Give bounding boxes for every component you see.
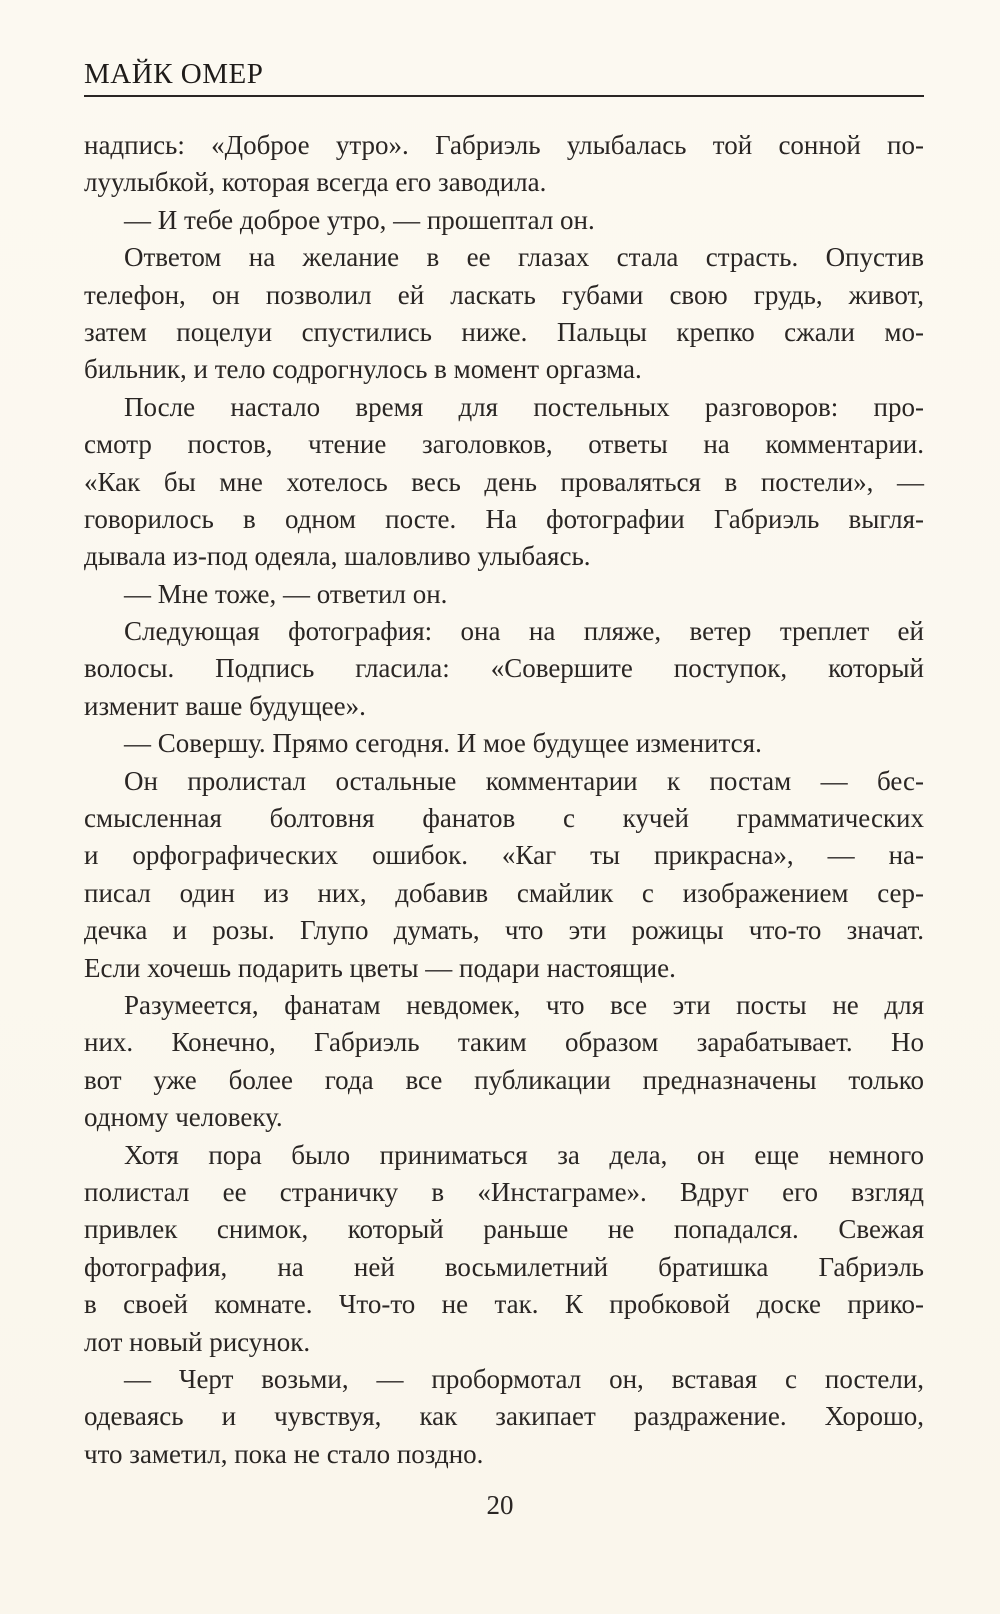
text-line: Ответом на желание в ее глазах стала страсть. Опустив <box>124 242 924 273</box>
text-line: луулыбкой, которая всегда его заводила. <box>84 167 547 198</box>
text-line: После настало время для постельных разговоров: про- <box>124 391 924 422</box>
text-line: Разумеется, фанатам невдомек, что все эти посты не для <box>124 989 924 1020</box>
text-line: говорилось в одном посте. На фотографии Габриэль выгля- <box>84 503 924 534</box>
text-line: полистал ее страничку в «Инстаграме». Вдруг его взгляд <box>84 1176 924 1207</box>
text-line: Если хочешь подарить цветы — подари настоящие. <box>84 952 676 983</box>
text-line: них. Конечно, Габриэль таким образом зарабатывает. Но <box>84 1027 924 1058</box>
text-line: смотр постов, чтение заголовков, ответы на комментарии. <box>84 429 924 460</box>
text-line: и орфографических ошибок. «Каг ты прикрасна», — на- <box>84 840 924 871</box>
text-line: — И тебе доброе утро, — прошептал он. <box>124 204 595 235</box>
page-number: 20 <box>486 1490 514 1520</box>
running-head-author: МАЙК ОМЕР <box>84 58 264 90</box>
text-line: надпись: «Доброе утро». Габриэль улыбалась той сонной по- <box>84 130 924 160</box>
text-line: писал один из них, добавив смайлик с изображением сер- <box>84 877 924 908</box>
text-line: телефон, он позволил ей ласкать губами свою грудь, живот, <box>84 279 924 310</box>
text-line: одному человеку. <box>84 1102 283 1133</box>
text-line: Хотя пора было приниматься за дела, он еще немного <box>124 1139 924 1170</box>
text-line: фотография, на ней восьмилетний братишка Габриэль <box>84 1251 924 1282</box>
header-rule <box>84 95 924 97</box>
text-line: — Совершу. Прямо сегодня. И мое будущее изменится. <box>124 728 762 759</box>
text-line: смысленная болтовня фанатов с кучей грамматических <box>84 803 924 834</box>
text-line: затем поцелуи спустились ниже. Пальцы крепко сжали мо- <box>84 316 924 347</box>
text-line: волосы. Подпись гласила: «Совершите поступок, который <box>84 653 924 684</box>
text-line: дывала из-под одеяла, шаловливо улыбаясь. <box>84 541 591 572</box>
text-line: изменит ваше будущее». <box>84 690 366 721</box>
text-line: — Мне тоже, — ответил он. <box>124 578 448 609</box>
text-line: — Черт возьми, — пробормотал он, вставая с постели, <box>124 1363 924 1394</box>
text-line: Он пролистал остальные комментарии к постам — бес- <box>124 765 924 796</box>
text-line: что заметил, пока не стало поздно. <box>84 1438 484 1469</box>
text-line: «Как бы мне хотелось весь день проваляться в постели», — <box>84 466 924 497</box>
text-line: одеваясь и чувствуя, как закипает раздражение. Хорошо, <box>84 1401 924 1432</box>
text-line: дечка и розы. Глупо думать, что эти рожицы что-то значат. <box>84 915 924 946</box>
text-line: вот уже более года все публикации предназначены только <box>84 1064 924 1095</box>
text-line: бильник, и тело содрогнулось в момент оргазма. <box>84 354 642 385</box>
text-line: лот новый рисунок. <box>84 1326 311 1357</box>
text-line: привлек снимок, который раньше не попадался. Свежая <box>84 1214 924 1245</box>
text-line: в своей комнате. Что-то не так. К пробковой доске прико- <box>84 1289 924 1320</box>
body-text <box>84 127 924 1473</box>
text-line: Следующая фотография: она на пляже, ветер треплет ей <box>124 616 924 647</box>
